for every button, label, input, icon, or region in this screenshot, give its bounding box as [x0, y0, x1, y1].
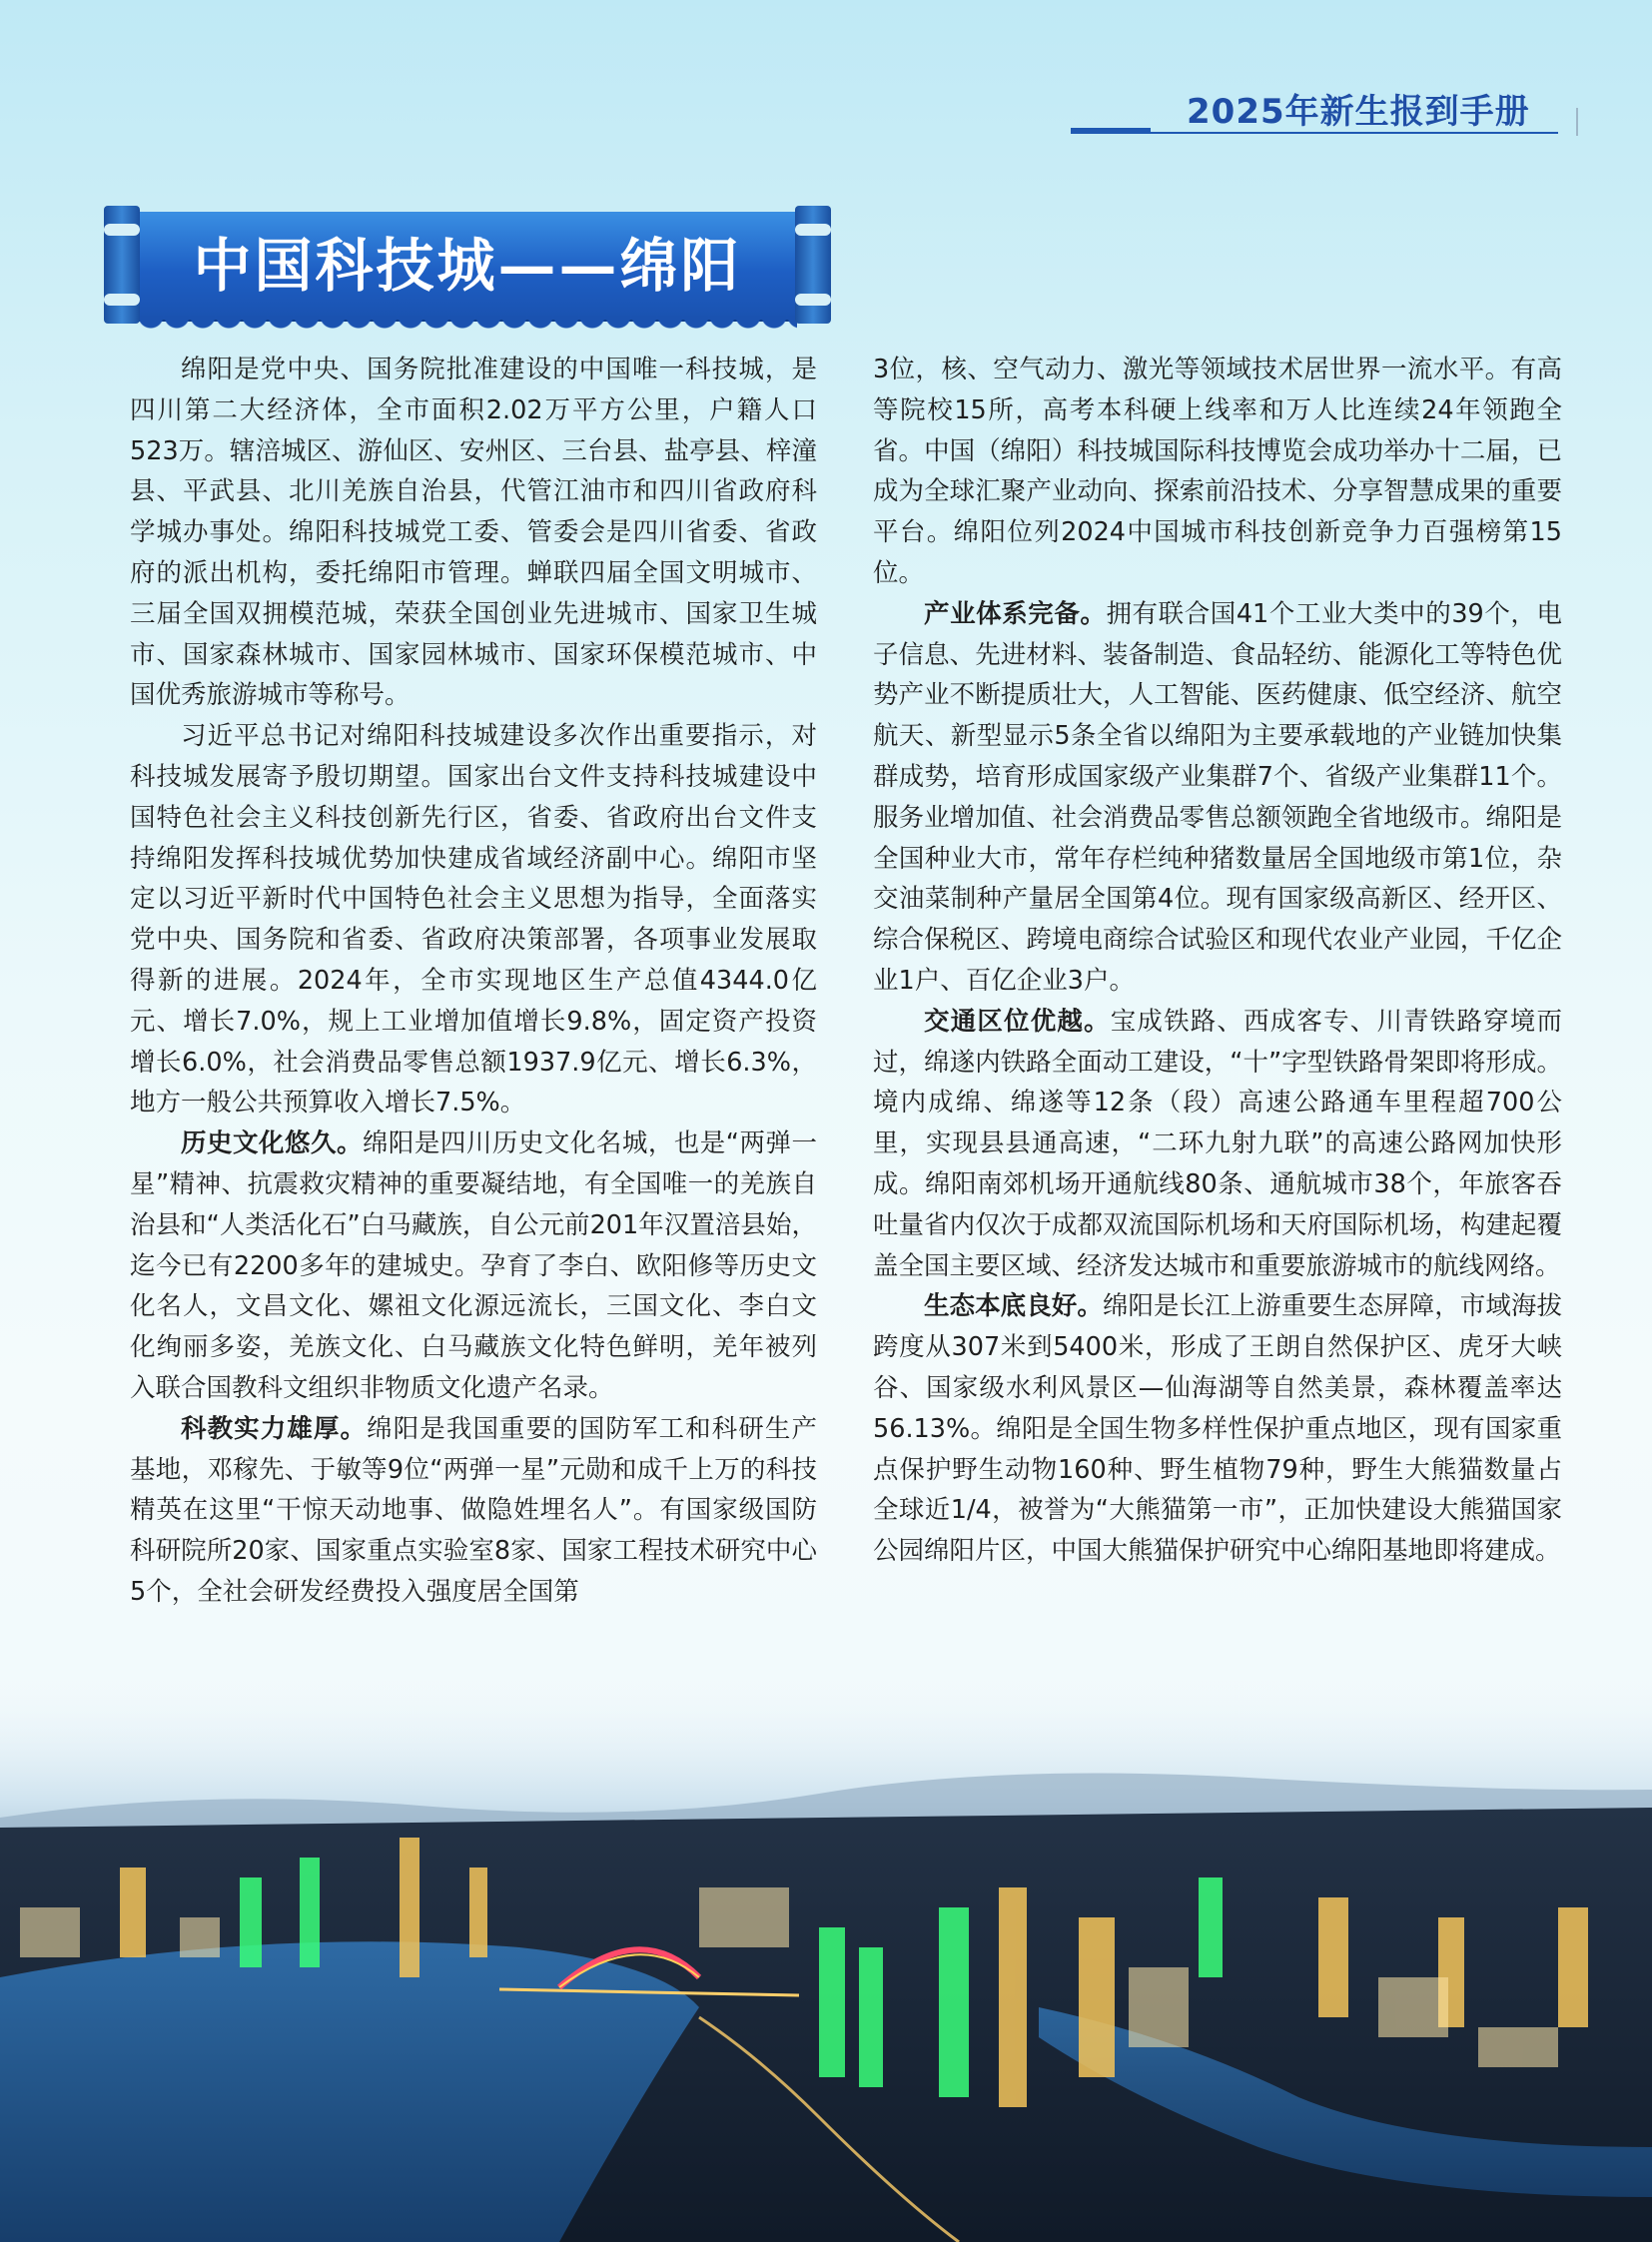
- paragraph: 产业体系完备。拥有联合国41个工业大类中的39个，电子信息、先进材料、装备制造、食品轻纺、能源化工等特色优势产业不断提质壮大，人工智能、医药健康、低空经济、航空航天、新型显示5条全省以绵阳为主要承载地的产业链加快集群成势，培育形成国家级产业集群7个、省级产业集群11个。服务业增加值、社会消费品零售总额领跑全省地级市。绵阳是全国种业大市，常年存栏纯种猪数量居全国地级市第1位，杂交油菜制种产量居全国第4位。现有国家级高新区、经开区、综合保税区、跨境电商综合试验区和现代农业产业园，千亿企业1户、百亿企业3户。: [873, 598, 1562, 996]
- paragraph: 绵阳是党中央、国务院批准建设的中国唯一科技城，是四川第二大经济体，全市面积2.02万平方公里，户籍人口523万。辖涪城区、游仙区、安州区、三台县、盐亭县、梓潼县、平武县、北川羌族自治县，代管江油市和四川省政府科学城办事处。绵阳科技城党工委、管委会是四川省委、省政府的派出机构，委托绵阳市管理。蝉联四届全国文明城市、三届全国双拥模范城，荣获全国创业先进城市、国家卫生城市、国家森林城市、国家园林城市、国家环保模范城市、中国优秀旅游城市等称号。: [130, 355, 817, 711]
- paragraph: 习近平总书记对绵阳科技城建设多次作出重要指示，对科技城发展寄予殷切期望。国家出台文件支持科技城建设中国特色社会主义科技创新先行区，省委、省政府出台文件支持绵阳发挥科技城优势加快建成省域经济副中心。绵阳市坚定以习近平新时代中国特色社会主义思想为指导，全面落实党中央、国务院和省委、省政府决策部署，各项事业发展取得新的进展。2024年，全市实现地区生产总值4344.0亿元、增长7.0%，规上工业增加值增长9.8%，固定资产投资增长6.0%，社会消费品零售总额1937.9亿元、增长6.3%，地方一般公共预算收入增长7.5%。: [130, 721, 817, 1119]
- section-heading: 生态本底良好。: [924, 1291, 1103, 1322]
- city-night-photo: [0, 1678, 1652, 2242]
- header-divider: [1576, 108, 1578, 136]
- article-right-column: [873, 350, 1562, 1572]
- paragraph: 生态本底良好。绵阳是长江上游重要生态屏障，市域海拔跨度从307米到5400米，形成了王朗自然保护区、虎牙大峡谷、国家级水利风景区—仙海湖等自然美景，森林覆盖率达56.13%。绵阳是全国生物多样性保护重点地区，现有国家重点保护野生动物160种、野生植物79种，野生大熊猫数量占全球近1/4，被誉为“大熊猫第一市”，正加快建设大熊猫国家公园绵阳片区，中国大熊猫保护研究中心绵阳基地即将建成。: [873, 1291, 1562, 1567]
- title-banner: [98, 206, 837, 346]
- scroll-end-left: [104, 206, 140, 324]
- paragraph: 3位，核、空气动力、激光等领域技术居世界一流水平。有高等院校15所，高考本科硬上线率和万人比连续24年领跑全省。中国（绵阳）科技城国际科技博览会成功举办十二届，已成为全球汇聚产业动向、探索前沿技术、分享智慧成果的重要平台。绵阳位列2024中国城市科技创新竞争力百强榜第15位。: [873, 355, 1562, 588]
- section-heading: 交通区位优越。: [924, 1006, 1111, 1037]
- section-heading: 产业体系完备。: [924, 598, 1107, 629]
- section-heading: 历史文化悠久。: [181, 1128, 363, 1159]
- scroll-end-right: [795, 206, 831, 324]
- paragraph: 交通区位优越。宝成铁路、西成客专、川青铁路穿境而过，绵遂内铁路全面动工建设，“十”字型铁路骨架即将形成。境内成绵、绵遂等12条（段）高速公路通车里程超700公里，实现县县通高速，“二环九射九联”的高速公路网加快形成。绵阳南郊机场开通航线80条、通航城市38个，年旅客吞吐量省内仅次于成都双流国际机场和天府国际机场，构建起覆盖全国主要区域、经济发达城市和重要旅游城市的航线网络。: [873, 1006, 1562, 1281]
- header-title: 2025年新生报到手册: [1187, 92, 1530, 132]
- section-heading: 科教实力雄厚。: [181, 1413, 368, 1444]
- paragraph: 历史文化悠久。绵阳是四川历史文化名城，也是“两弹一星”精神、抗震救灾精神的重要凝结地，有全国唯一的羌族自治县和“人类活化石”白马藏族，自公元前201年汉置涪县始，迄今已有2200多年的建城史。孕育了李白、欧阳修等历史文化名人，文昌文化、嫘祖文化源远流长，三国文化、李白文化绚丽多姿，羌族文化、白马藏族文化特色鲜明，羌年被列入联合国教科文组织非物质文化遗产名录。: [130, 1128, 817, 1403]
- header-accent-bar: [1071, 128, 1151, 134]
- page-title: 中国科技城——绵阳: [193, 232, 742, 300]
- paragraph: 科教实力雄厚。绵阳是我国重要的国防军工和科研生产基地，邓稼先、于敏等9位“两弹一星”元勋和成千上万的科技精英在这里“干惊天动地事、做隐姓埋名人”。有国家级国防科研院所20家、国家重点实验室8家、国家工程技术研究中心5个，全社会研发经费投入强度居全国第: [130, 1413, 817, 1607]
- article-left-column: [130, 350, 817, 1613]
